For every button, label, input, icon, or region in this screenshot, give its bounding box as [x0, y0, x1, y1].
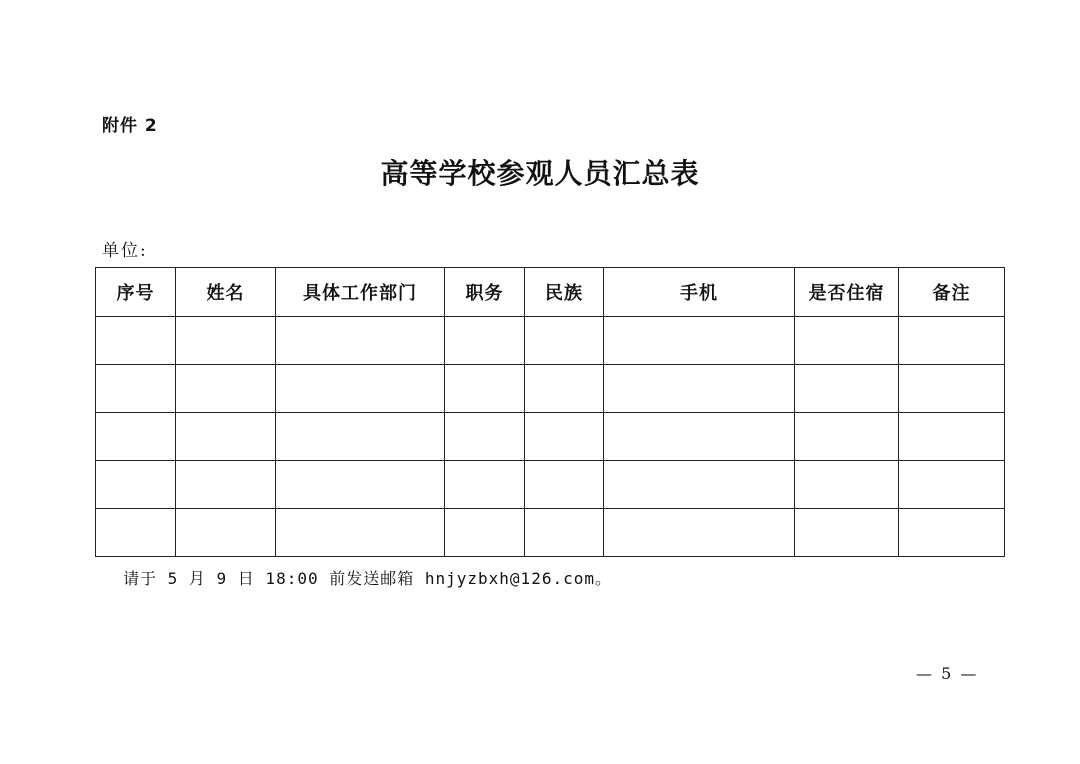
table-row	[96, 413, 1005, 461]
table-cell	[176, 509, 276, 557]
table-cell	[445, 413, 525, 461]
table-cell	[899, 413, 1005, 461]
column-header-department: 具体工作部门	[276, 268, 445, 317]
table-cell	[795, 413, 899, 461]
column-header-remarks: 备注	[899, 268, 1005, 317]
table-cell	[604, 317, 795, 365]
table-cell	[445, 509, 525, 557]
table-cell	[525, 461, 604, 509]
table-cell	[445, 461, 525, 509]
table-cell	[525, 365, 604, 413]
column-header-phone: 手机	[604, 268, 795, 317]
table-cell	[276, 365, 445, 413]
table-cell	[445, 317, 525, 365]
table-cell	[795, 509, 899, 557]
table-cell	[176, 461, 276, 509]
table-cell	[176, 413, 276, 461]
table-cell	[176, 317, 276, 365]
page-number: — 5 —	[916, 664, 979, 683]
table-cell	[899, 461, 1005, 509]
table-cell	[276, 413, 445, 461]
table-cell	[276, 461, 445, 509]
unit-label: 单位:	[102, 241, 148, 261]
table-cell	[96, 413, 176, 461]
table-cell	[899, 365, 1005, 413]
table-row	[96, 317, 1005, 365]
table-cell	[96, 461, 176, 509]
page-title: 高等学校参观人员汇总表	[380, 157, 700, 190]
column-header-name: 姓名	[176, 268, 276, 317]
table-row	[96, 509, 1005, 557]
table-row	[96, 365, 1005, 413]
submission-note: 请于 5 月 9 日 18:00 前发送邮箱 hnjyzbxh@126.com。	[123, 569, 612, 588]
table-cell	[604, 365, 795, 413]
table-cell	[604, 413, 795, 461]
column-header-accommodation: 是否住宿	[795, 268, 899, 317]
column-header-serial: 序号	[96, 268, 176, 317]
table-cell	[176, 365, 276, 413]
table-cell	[899, 509, 1005, 557]
table-cell	[276, 509, 445, 557]
attachment-label: 附件 2	[102, 116, 158, 136]
table-cell	[445, 365, 525, 413]
table-cell	[525, 413, 604, 461]
table-cell	[525, 317, 604, 365]
table-row	[96, 461, 1005, 509]
table-cell	[604, 509, 795, 557]
table-cell	[604, 461, 795, 509]
table-cell	[795, 461, 899, 509]
table-cell	[96, 365, 176, 413]
table-cell	[795, 317, 899, 365]
summary-table	[95, 267, 1005, 557]
table-cell	[276, 317, 445, 365]
table-cell	[96, 509, 176, 557]
table-header-row	[96, 268, 1005, 317]
column-header-ethnicity: 民族	[525, 268, 604, 317]
table-cell	[96, 317, 176, 365]
table-cell	[525, 509, 604, 557]
column-header-position: 职务	[445, 268, 525, 317]
table-cell	[899, 317, 1005, 365]
table-cell	[795, 365, 899, 413]
